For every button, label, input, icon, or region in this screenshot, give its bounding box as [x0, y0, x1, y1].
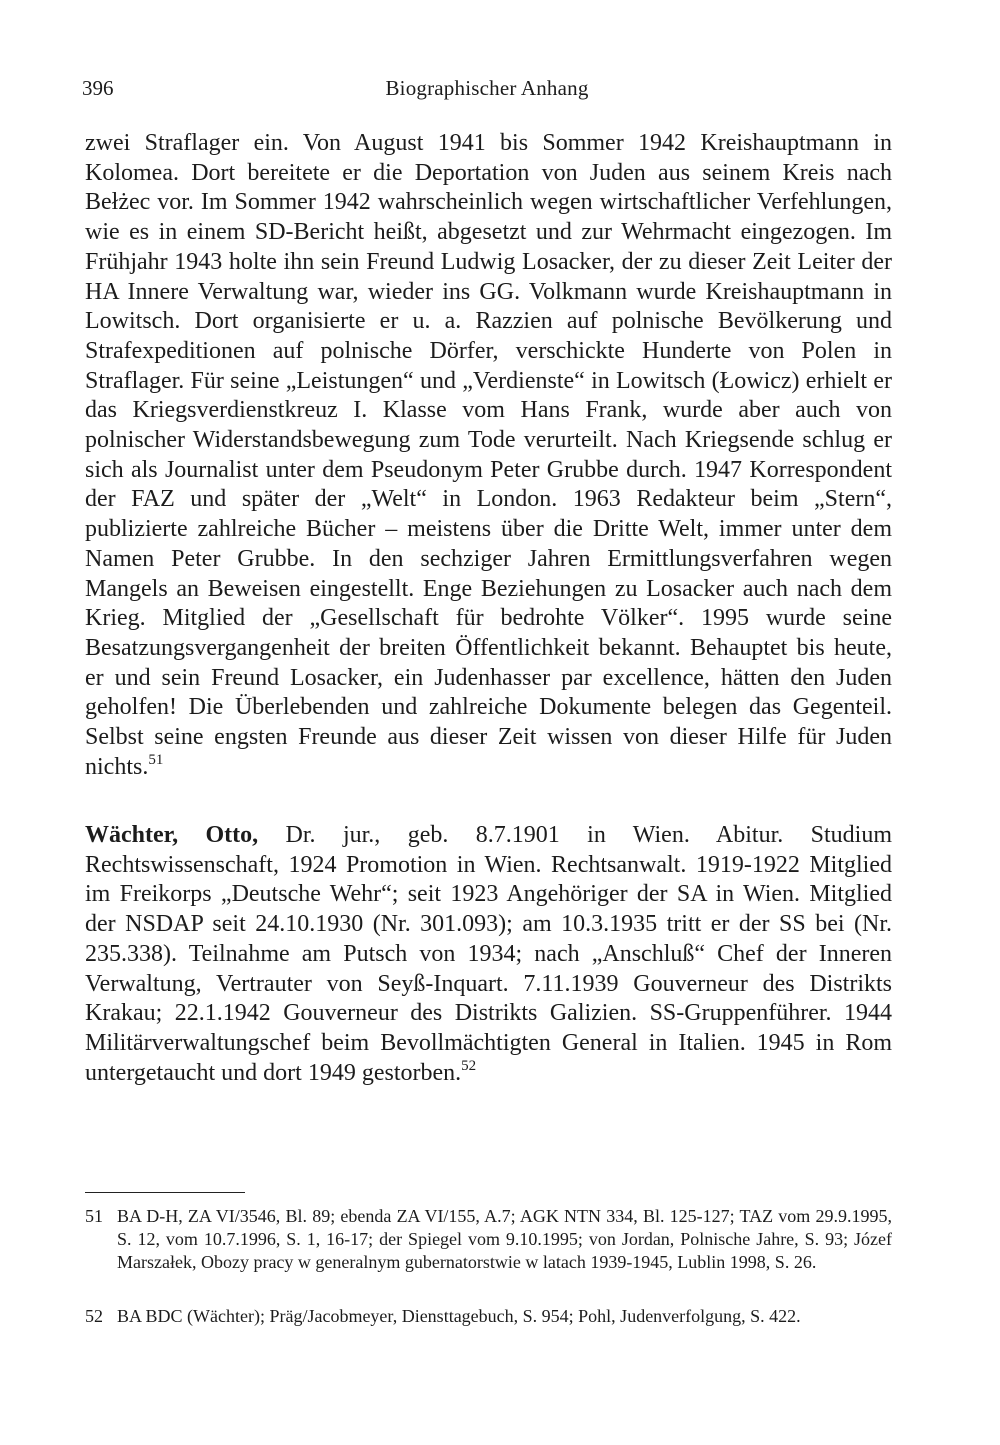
- footnote-ref: 51: [148, 751, 164, 768]
- paragraph: [85, 129, 892, 782]
- running-head: Biographischer Anhang: [385, 76, 589, 100]
- footnote-text: BA BDC (Wächter); Präg/Jacobmeyer, Diensttagebuch, S. 954; Pohl, Judenverfolgung, S. 422.: [117, 1306, 801, 1326]
- footnote-number: 51: [85, 1206, 103, 1226]
- biography-entry-waechter: [85, 821, 892, 1088]
- biography-continuation: [85, 129, 892, 782]
- footnote: [85, 1205, 892, 1275]
- entry-name: Wächter, Otto,: [85, 822, 259, 848]
- paragraph: [85, 821, 892, 1088]
- footnote-text: BA D-H, ZA VI/3546, Bl. 89; ebenda ZA VI/155, A.7; AGK NTN 334, Bl. 125-127; TAZ vom 29.9.1995, S. 12, vom 10.7.1996, S. 1, 16-17; der Spiegel vom 9.10.1995; von Jordan, Polnische Jahre, S. 93; Józef Marszałek, Obozy pracy w generalnym gubernatorstwie w latach 1939-1945, Lublin 1998, S. 26.: [117, 1206, 892, 1273]
- paragraph-text: zwei Straflager ein. Von August 1941 bis Sommer 1942 Kreishauptmann in Kolomea. Dort bereitete er die Deportation von Juden aus seinem Kreis nach Bełżec vor. Im Sommer 1942 wahrscheinlich wegen wirtschaftlicher Verfehlungen, wie es in einem SD-Bericht heißt, abgesetzt und zur Wehrmacht eingezogen. Im Frühjahr 1943 holte ihn sein Freund Ludwig Losacker, der zu dieser Zeit Leiter der HA Innere Verwaltung war, wieder ins GG. Volkmann wurde Kreishauptmann in Lowitsch. Dort organisierte er u. a. Razzien auf polnische Bevölkerung und Strafexpeditionen auf polnische Dörfer, verschickte Hunderte von Polen in Straflager. Für seine „Leistungen“ und „Verdienste“ in Lowitsch (Łowicz) erhielt er das Kriegsverdienstkreuz I. Klasse vom Hans Frank, wurde aber auch von polnischer Widerstandsbewegung zum Tode verurteilt. Nach Kriegsende schlug er sich als Journalist unter dem Pseudonym Peter Grubbe durch. 1947 Korrespondent der FAZ und später der „Welt“ in London. 1963 Redakteur beim „Stern“, publizierte zahlreiche Bücher – meistens über die Dritte Welt, immer unter dem Namen Peter Grubbe. In den sechziger Jahren Ermittlungsverfahren wegen Mangels an Beweisen eingestellt. Enge Beziehungen zu Losacker auch nach dem Krieg. Mitglied der „Gesellschaft für bedrohte Völker“. 1995 wurde seine Besatzungsvergangenheit der breiten Öffentlichkeit bekannt. Behauptet bis heute, er und sein Freund Losacker, ein Judenhasser par excellence, hätten den Juden geholfen! Die Überlebenden und zahlreiche Dokumente belegen das Gegenteil. Selbst seine engsten Freunde aus dieser Zeit wissen von dieser Hilfe für Juden nichts.: [85, 130, 892, 780]
- footnote-number: 52: [85, 1306, 103, 1326]
- footnote-divider: [85, 1192, 245, 1193]
- paragraph-text: Dr. jur., geb. 8.7.1901 in Wien. Abitur. Studium Rechtswissenschaft, 1924 Promotion in Wien. Rechtsanwalt. 1919-1922 Mitglied im Freikorps „Deutsche Wehr“; seit 1923 Angehöriger der SA in Wien. Mitglied der NSDAP seit 24.10.1930 (Nr. 301.093); am 10.3.1935 tritt er der SS bei (Nr. 235.338). Teilnahme am Putsch von 1934; nach „Anschluß“ Chef der Inneren Verwaltung, Vertrauter von Seyß-Inquart. 7.11.1939 Gouverneur des Distrikts Krakau; 22.1.1942 Gouverneur des Distrikts Galizien. SS-Gruppenführer. 1944 Militärverwaltungschef beim Bevollmächtigten General in Italien. 1945 in Rom untergetaucht und dort 1949 gestorben.: [85, 822, 892, 1086]
- page-number: 396: [82, 76, 114, 100]
- page-header: [82, 76, 892, 106]
- footnote-ref: 52: [461, 1057, 477, 1074]
- footnote: [85, 1305, 892, 1328]
